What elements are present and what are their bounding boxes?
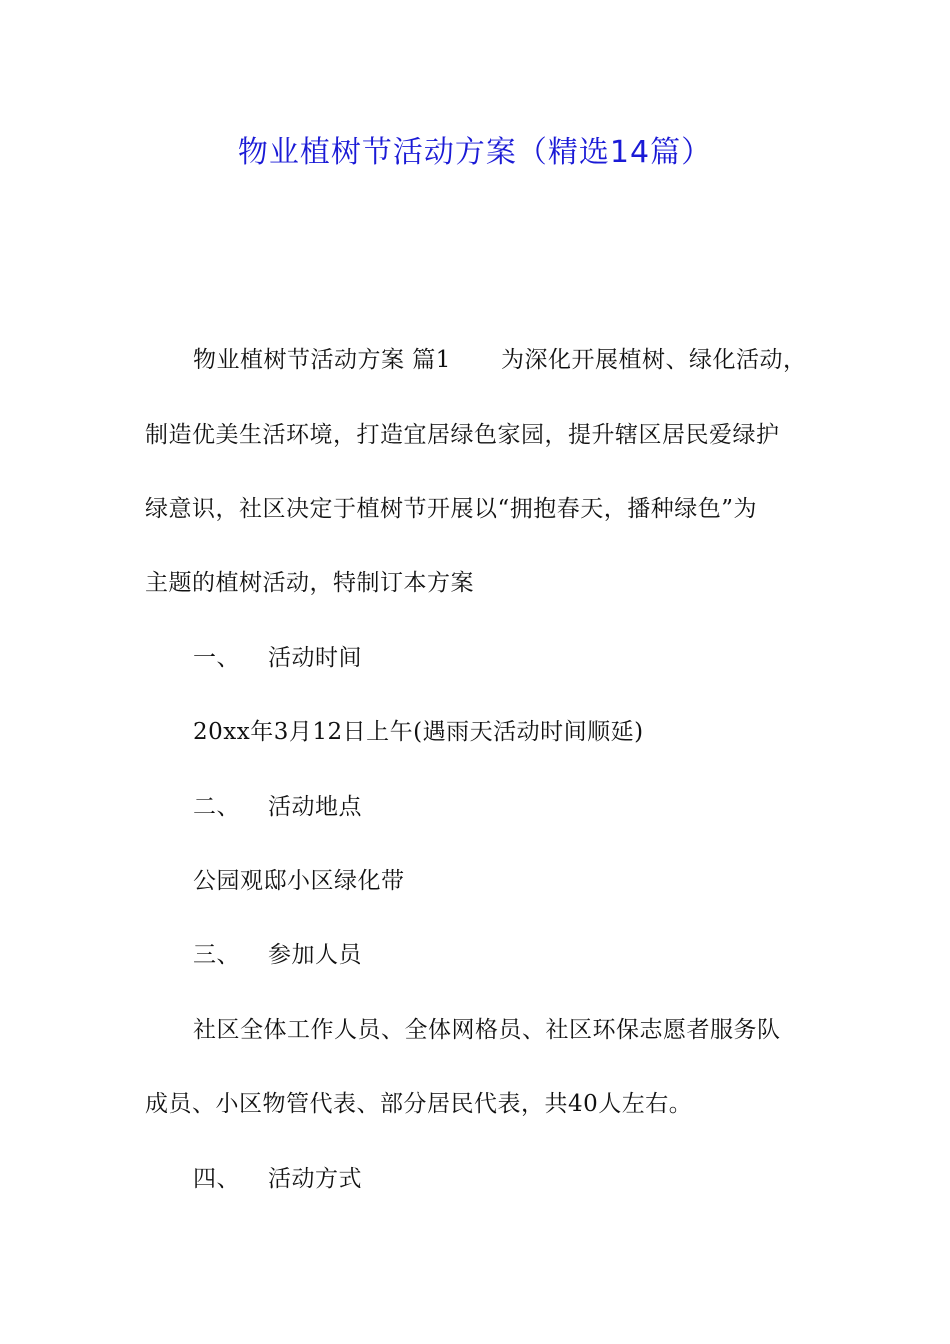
section-label: 参加人员	[268, 942, 362, 968]
section-number: 二、	[193, 794, 240, 820]
paragraph-text: 为深化开展植树、绿化活动，	[500, 347, 807, 373]
paragraph-line: 20xx年3月12日上午(遇雨天活动时间顺延)	[193, 719, 644, 745]
section-heading: 物业植树节活动方案 篇1	[193, 347, 451, 373]
paragraph-line: 主题的植树活动，特制订本方案	[145, 570, 474, 596]
paragraph-line	[193, 345, 873, 375]
paragraph-line: 绿意识，社区决定于植树节开展以“拥抱春天，播种绿色”为	[145, 496, 758, 522]
document-title: 物业植树节活动方案（精选14篇）	[237, 135, 713, 170]
paragraph-line: 成员、小区物管代表、部分居民代表，共40人左右。	[145, 1091, 693, 1117]
paragraph-line: 公园观邸小区绿化带	[193, 868, 405, 894]
paragraph-line: 社区全体工作人员、全体网格员、社区环保志愿者服务队	[193, 1017, 781, 1043]
section-number: 三、	[193, 942, 240, 968]
section-heading	[193, 940, 873, 970]
paragraph-line: 制造优美生活环境，打造宜居绿色家园，提升辖区居民爱绿护	[145, 422, 780, 448]
section-label: 活动地点	[268, 794, 362, 820]
section-heading	[193, 792, 873, 822]
section-number: 一、	[193, 645, 240, 671]
section-heading	[193, 1164, 873, 1194]
section-label: 活动时间	[268, 645, 362, 671]
section-number: 四、	[193, 1166, 240, 1192]
section-label: 活动方式	[268, 1166, 362, 1192]
section-heading	[193, 643, 873, 673]
